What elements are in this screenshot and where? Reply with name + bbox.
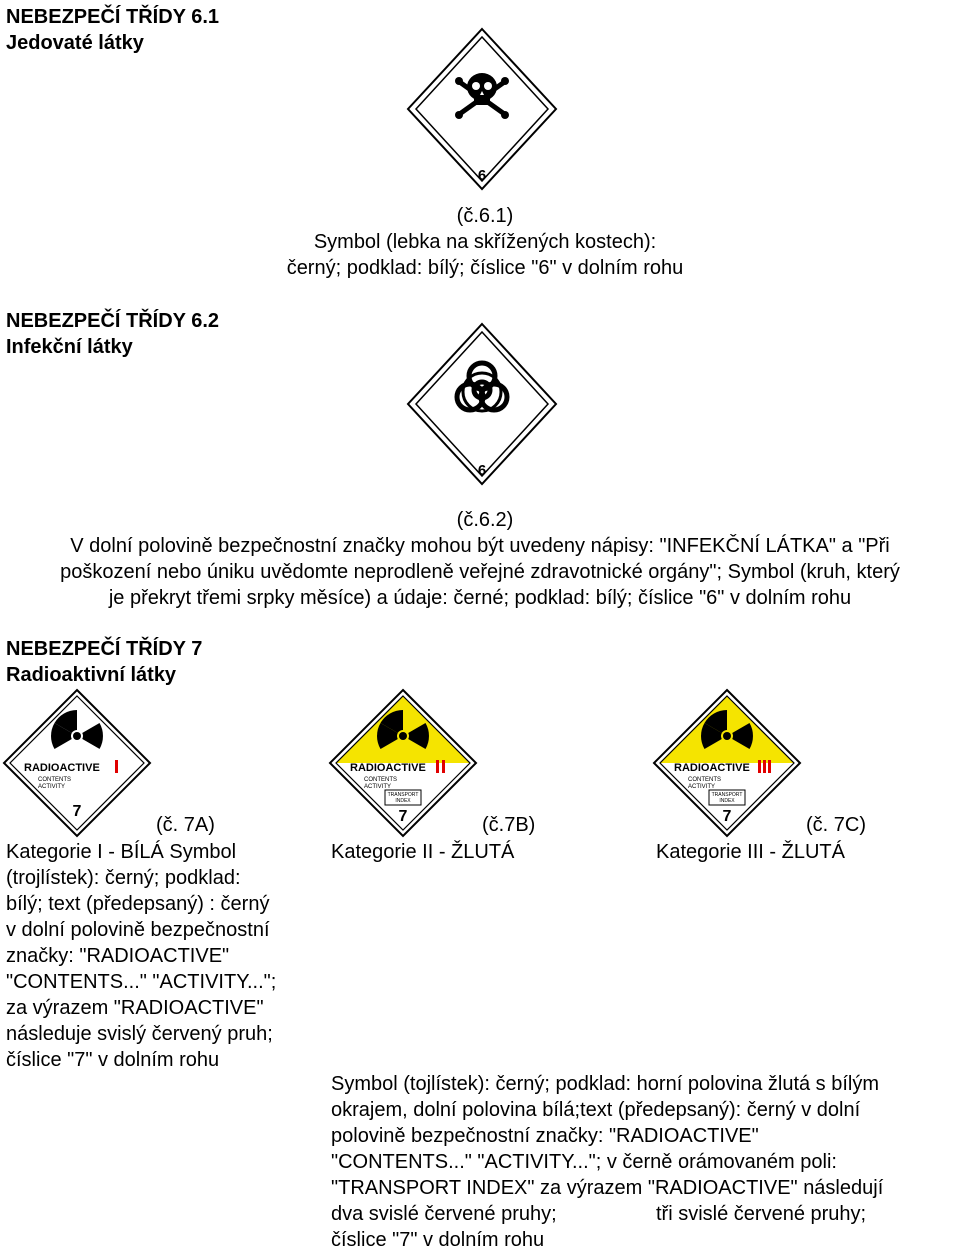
class61-sign-number: 6 (477, 167, 487, 184)
sign-index-text: INDEX (395, 798, 411, 804)
class61-subheading: Jedovaté látky (6, 32, 144, 54)
desc-a-line: bílý; text (předepsaný) : černý (6, 893, 270, 915)
label-7b-ref: (č.7B) (482, 814, 536, 836)
class62-heading: NEBEZPEČÍ TŘÍDY 6.2 (6, 310, 220, 332)
red-stripe (763, 760, 766, 773)
desc-a-line: za výrazem "RADIOACTIVE" (6, 997, 264, 1019)
label-7a-ref: (č. 7A) (156, 814, 215, 836)
toxic-diamond-sign (405, 25, 560, 200)
radioactive-sign-cat-I (2, 688, 152, 838)
infectious-diamond-sign (405, 320, 560, 495)
red-stripe (436, 760, 439, 773)
desc-a-line: (trojlístek): černý; podklad: (6, 867, 241, 889)
desc-a-line: číslice "7" v dolním rohu (6, 1049, 220, 1071)
class7-heading: NEBEZPEČÍ TŘÍDY 7 (6, 638, 203, 660)
sign-radioactive-text: RADIOACTIVE (674, 762, 750, 774)
class62-sign-number: 6 (477, 462, 487, 479)
label-7c-ref: (č. 7C) (806, 814, 866, 836)
sign-activity-text: ACTIVITY (688, 784, 716, 790)
sign-number-7: 7 (398, 808, 408, 825)
desc-bc-line: polovině bezpečnostní značky: "RADIOACTIVE" (331, 1125, 759, 1147)
desc-a-line: následuje svislý červený pruh; (6, 1023, 273, 1045)
class61-caption-line: černý; podklad: bílý; číslice "6" v dolním rohu (286, 257, 684, 279)
desc-bc-right: tři svislé červené pruhy; (656, 1203, 867, 1225)
sign-transport-text: TRANSPORT (711, 792, 743, 798)
sign-radioactive-text: RADIOACTIVE (350, 762, 426, 774)
desc-bc-line: Symbol (tojlístek): černý; podklad: horní polovina žlutá s bílým (331, 1073, 880, 1095)
class62-caption-line: V dolní polovině bezpečnostní značky mohou být uvedeny nápisy: "INFEKČNÍ LÁTKA" a "Při (70, 535, 890, 557)
sign-contents-text: CONTENTS (364, 777, 397, 783)
sign-transport-text: TRANSPORT (387, 792, 419, 798)
desc-a-line: v dolní polovině bezpečnostní (6, 919, 270, 941)
sign-activity-text: ACTIVITY (364, 784, 392, 790)
sign-number-7: 7 (722, 808, 732, 825)
red-stripe (758, 760, 761, 773)
class62-subheading: Infekční látky (6, 336, 133, 358)
class62-caption-ref: (č.6.2) (456, 509, 514, 531)
class7-subheading: Radioaktivní látky (6, 664, 177, 686)
radiation-trefoil-icon (51, 710, 103, 762)
radioactive-sign-cat-II (328, 688, 478, 838)
desc-bc-line: "TRANSPORT INDEX" za výrazem "RADIOACTIVE" následují (331, 1177, 884, 1199)
desc-a-line: "CONTENTS..." "ACTIVITY..."; (6, 971, 277, 993)
sign-contents-text: CONTENTS (38, 777, 71, 783)
label-7a-category: Kategorie I - BÍLÁ Symbol (6, 841, 237, 863)
sign-number-7: 7 (72, 803, 82, 820)
label-7c-category: Kategorie III - ŽLUTÁ (656, 841, 845, 863)
class61-caption-line: Symbol (lebka na skřížených kostech): (313, 231, 657, 253)
red-stripe (115, 760, 118, 773)
class62-caption-line: poškození nebo úniku uvědomte neprodleně veřejné zdravotnické orgány"; Symbol (kruh, který (60, 561, 900, 583)
class61-heading: NEBEZPEČÍ TŘÍDY 6.1 (6, 6, 220, 28)
red-stripe (768, 760, 771, 773)
desc-a-line: značky: "RADIOACTIVE" (6, 945, 230, 967)
sign-index-text: INDEX (719, 798, 735, 804)
sign-activity-text: ACTIVITY (38, 784, 66, 790)
desc-bc-left: dva svislé červené pruhy; (331, 1203, 557, 1225)
red-stripe (442, 760, 445, 773)
class62-caption-line: je překryt třemi srpky měsíce) a údaje: černé; podklad: bílý; číslice "6" v dolním rohu (108, 587, 852, 609)
sign-radioactive-text: RADIOACTIVE (24, 762, 100, 774)
desc-bc-line: "CONTENTS..." "ACTIVITY..."; v černě orámovaném poli: (331, 1151, 837, 1173)
desc-bc-last: číslice "7" v dolním rohu (331, 1229, 545, 1251)
desc-bc-line: okrajem, dolní polovina bílá;text (předepsaný): černý v dolní (331, 1099, 861, 1121)
sign-contents-text: CONTENTS (688, 777, 721, 783)
radioactive-sign-cat-III (652, 688, 802, 838)
class61-caption-ref: (č.6.1) (456, 205, 514, 227)
label-7b-category: Kategorie II - ŽLUTÁ (331, 841, 515, 863)
